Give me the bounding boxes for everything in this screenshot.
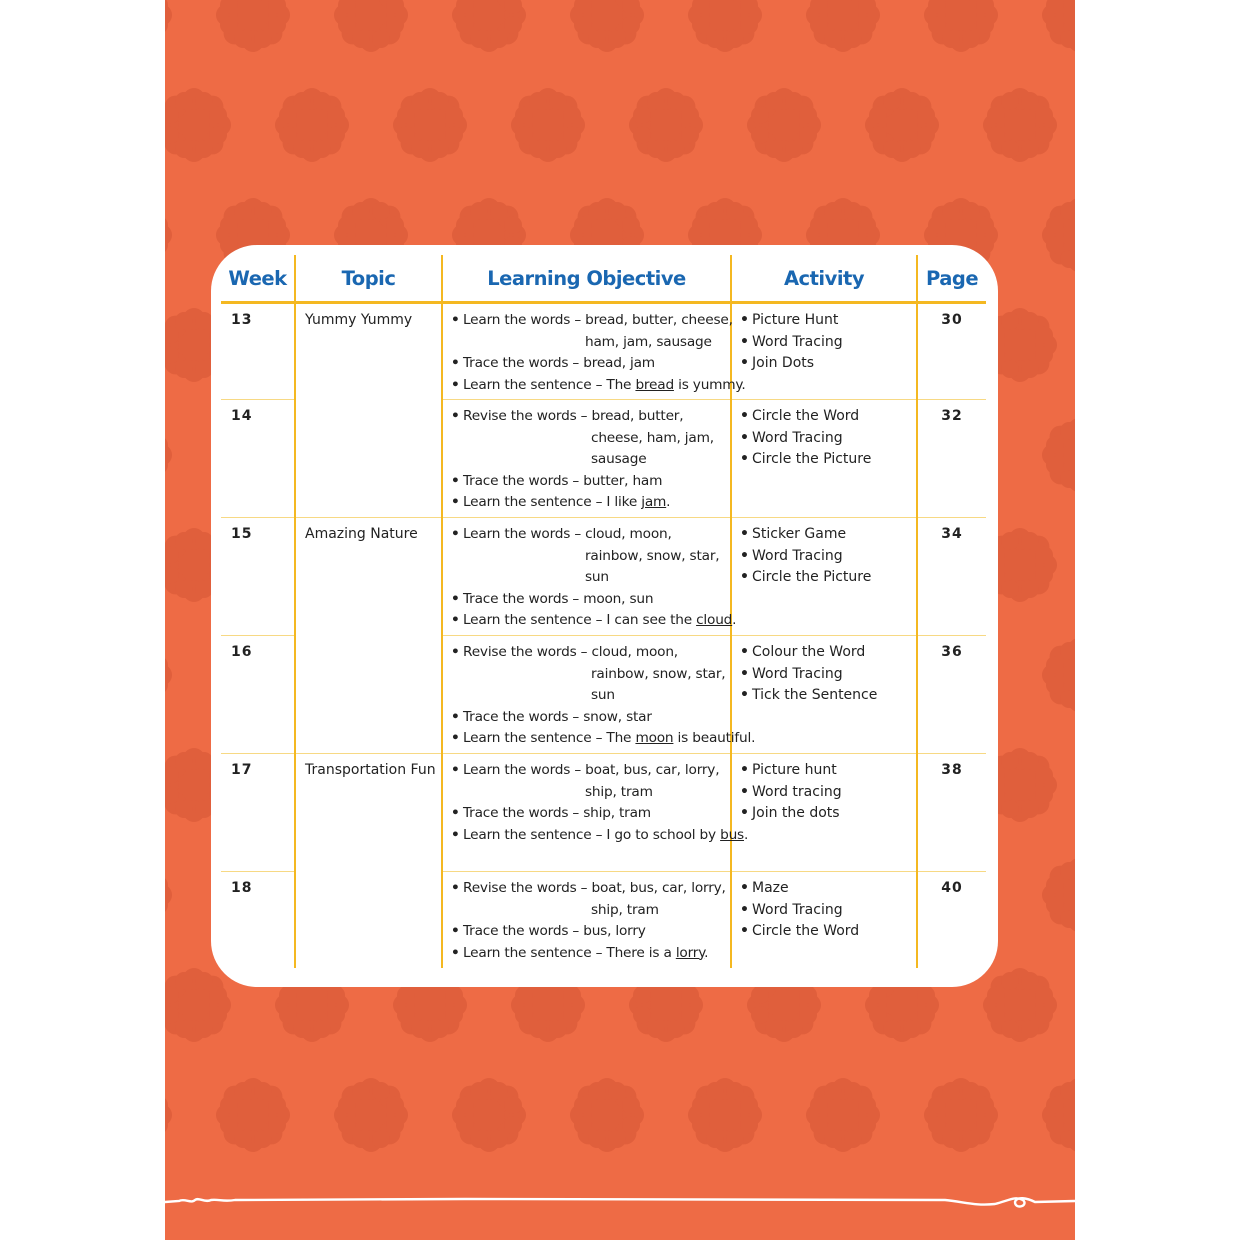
objective-lead: Learn the sentence	[463, 376, 592, 393]
schedule-card	[211, 245, 998, 987]
sentence-end: .	[744, 826, 749, 843]
activity-cell	[731, 636, 917, 754]
objective-item: • Learn the words – bread, butter, cheese,	[451, 310, 730, 332]
activity-item: • Join the dots	[740, 803, 916, 825]
objective-continuation: cheese, ham, jam,	[591, 429, 714, 446]
objective-words: ship, tram	[583, 805, 651, 821]
header-topic: Topic	[295, 255, 442, 303]
activity-cell	[731, 872, 917, 968]
objective-continuation: rainbow, snow, star,	[585, 547, 720, 564]
objective-lead: Learn the words	[463, 526, 571, 542]
objective-lead: Trace the words	[463, 708, 569, 725]
sentence-end: .	[732, 612, 737, 628]
objective-lead: Learn the words	[463, 312, 571, 328]
objective-continuation: ham, jam, sausage	[585, 333, 712, 350]
objective-lead: Trace the words	[463, 805, 569, 821]
objective-item: • Learn the sentence – The bread is yummy.	[451, 375, 730, 397]
activity-item: • Join Dots	[740, 353, 916, 375]
objective-words: bus, lorry	[583, 923, 646, 939]
objective-lead: Revise the words	[463, 880, 577, 896]
activity-item: • Word Tracing	[740, 664, 916, 686]
objective-continuation: rainbow, snow, star,	[591, 665, 726, 682]
objective-item: • Trace the words – bread, jam	[451, 353, 730, 375]
objective-item: • Revise the words – bread, butter,	[451, 406, 730, 428]
activity-item: • Colour the Word	[740, 642, 916, 664]
learning-objective-cell	[442, 754, 749, 872]
sentence-start: I go to school by	[606, 826, 721, 843]
underlined-word: bus	[720, 826, 744, 843]
objective-lead: Trace the words	[463, 590, 569, 607]
objective-item: • Learn the words – boat, bus, car, lorry,	[451, 760, 730, 782]
week-number: 17	[221, 754, 295, 872]
header-learning-objective: Learning Objective	[442, 255, 731, 303]
underlined-word: bread	[635, 376, 674, 393]
activity-item: • Circle the Word	[740, 406, 916, 428]
activity-cell	[731, 518, 917, 636]
sentence-start: There is a	[606, 944, 676, 961]
objective-lead: Learn the sentence	[463, 826, 592, 843]
page-number: 40	[917, 872, 986, 968]
objective-item: • Learn the sentence – I can see the cloud.	[451, 610, 730, 632]
objective-lead: Learn the words	[463, 762, 571, 778]
objective-item: • Trace the words – bus, lorry	[451, 921, 730, 943]
objective-words: boat, bus, car, lorry,	[591, 880, 726, 896]
page-number: 30	[917, 303, 986, 400]
objective-item: • Trace the words – butter, ham	[451, 471, 730, 493]
objective-words: cloud, moon,	[585, 526, 672, 542]
objective-item: • Learn the sentence – I go to school by bus.	[451, 825, 730, 847]
activity-item: • Maze	[740, 878, 916, 900]
week-number: 16	[221, 636, 295, 754]
header-row	[221, 255, 986, 303]
underlined-word: jam	[641, 494, 667, 510]
sentence-end: is beautiful.	[673, 730, 756, 746]
sentence-start: The	[606, 730, 636, 746]
activity-cell	[731, 400, 917, 518]
objective-words: bread, butter, cheese,	[585, 312, 733, 328]
objective-lead: Learn the sentence	[463, 612, 592, 628]
activity-item: • Word tracing	[740, 782, 916, 804]
objective-lead: Learn the sentence	[463, 494, 592, 510]
objective-item: • Trace the words – moon, sun	[451, 589, 730, 611]
objective-item: • Learn the sentence – There is a lorry.	[451, 943, 730, 965]
sentence-end: .	[704, 944, 709, 961]
sentence-start: I can see the	[606, 612, 697, 628]
activity-cell	[731, 754, 917, 872]
table-row	[221, 303, 986, 400]
activity-item: • Sticker Game	[740, 524, 916, 546]
objective-continuation: ship, tram	[585, 783, 653, 800]
table-row	[221, 754, 986, 872]
objective-lead: Learn the sentence	[463, 944, 592, 961]
page-number: 34	[917, 518, 986, 636]
activity-item: • Picture Hunt	[740, 310, 916, 332]
squiggle-line-decoration	[165, 1188, 1075, 1220]
objective-continuation: ship, tram	[591, 901, 659, 918]
objective-item: • Learn the words – cloud, moon,	[451, 524, 730, 546]
sentence-end: is yummy.	[673, 376, 746, 393]
activity-item: • Word Tracing	[740, 428, 916, 450]
objective-words: butter, ham	[583, 472, 663, 489]
objective-words: cloud, moon,	[591, 644, 678, 660]
objective-item: • Trace the words – snow, star	[451, 707, 730, 729]
activity-item: • Word Tracing	[740, 332, 916, 354]
objective-words: bread, butter,	[591, 408, 684, 424]
sentence-start: I like	[606, 494, 642, 510]
week-number: 14	[221, 400, 295, 518]
objective-lead: Trace the words	[463, 355, 569, 371]
activity-item: • Circle the Picture	[740, 567, 916, 589]
objective-continuation: sausage	[591, 451, 647, 467]
schedule-table	[221, 255, 986, 968]
topic-name: Amazing Nature	[295, 518, 442, 754]
header-page: Page	[917, 255, 986, 303]
objective-lead: Learn the sentence	[463, 730, 592, 746]
objective-item: • Revise the words – cloud, moon,	[451, 642, 730, 664]
week-number: 18	[221, 872, 295, 968]
activity-item: • Picture hunt	[740, 760, 916, 782]
topic-name: Transportation Fun	[295, 754, 442, 968]
objective-words: moon, sun	[583, 590, 654, 607]
learning-objective-cell	[442, 400, 731, 518]
learning-objective-cell	[442, 636, 756, 754]
underlined-word: cloud	[696, 612, 733, 628]
page-number: 38	[917, 754, 986, 872]
activity-item: • Word Tracing	[740, 900, 916, 922]
objective-words: bread, jam	[583, 355, 655, 371]
learning-objective-cell	[442, 872, 731, 968]
objective-item: • Learn the sentence – I like jam.	[451, 492, 730, 514]
header-week: Week	[221, 255, 295, 303]
learning-objective-cell	[442, 518, 737, 636]
sentence-start: The	[606, 376, 636, 393]
topic-name: Yummy Yummy	[295, 303, 442, 518]
page-number: 36	[917, 636, 986, 754]
activity-cell	[731, 303, 917, 400]
page-number: 32	[917, 400, 986, 518]
objective-words: boat, bus, car, lorry,	[585, 762, 720, 778]
objective-item: • Trace the words – ship, tram	[451, 803, 730, 825]
objective-words: snow, star	[583, 708, 652, 725]
learning-objective-cell	[442, 303, 746, 400]
underlined-word: moon	[635, 730, 674, 746]
table-row	[221, 518, 986, 636]
week-number: 15	[221, 518, 295, 636]
sentence-end: .	[666, 494, 671, 510]
activity-item: • Circle the Picture	[740, 449, 916, 471]
objective-lead: Revise the words	[463, 644, 577, 660]
activity-item: • Circle the Word	[740, 921, 916, 943]
activity-item: • Word Tracing	[740, 546, 916, 568]
underlined-word: lorry	[675, 944, 705, 961]
activity-item: • Tick the Sentence	[740, 685, 916, 707]
objective-continuation: sun	[585, 569, 609, 585]
objective-item: • Revise the words – boat, bus, car, lorry,	[451, 878, 730, 900]
header-activity: Activity	[731, 255, 917, 303]
objective-item: • Learn the sentence – The moon is beautiful.	[451, 728, 730, 750]
objective-lead: Revise the words	[463, 408, 577, 424]
week-number: 13	[231, 312, 253, 328]
objective-continuation: sun	[591, 687, 615, 703]
objective-lead: Trace the words	[463, 923, 569, 939]
objective-lead: Trace the words	[463, 472, 569, 489]
